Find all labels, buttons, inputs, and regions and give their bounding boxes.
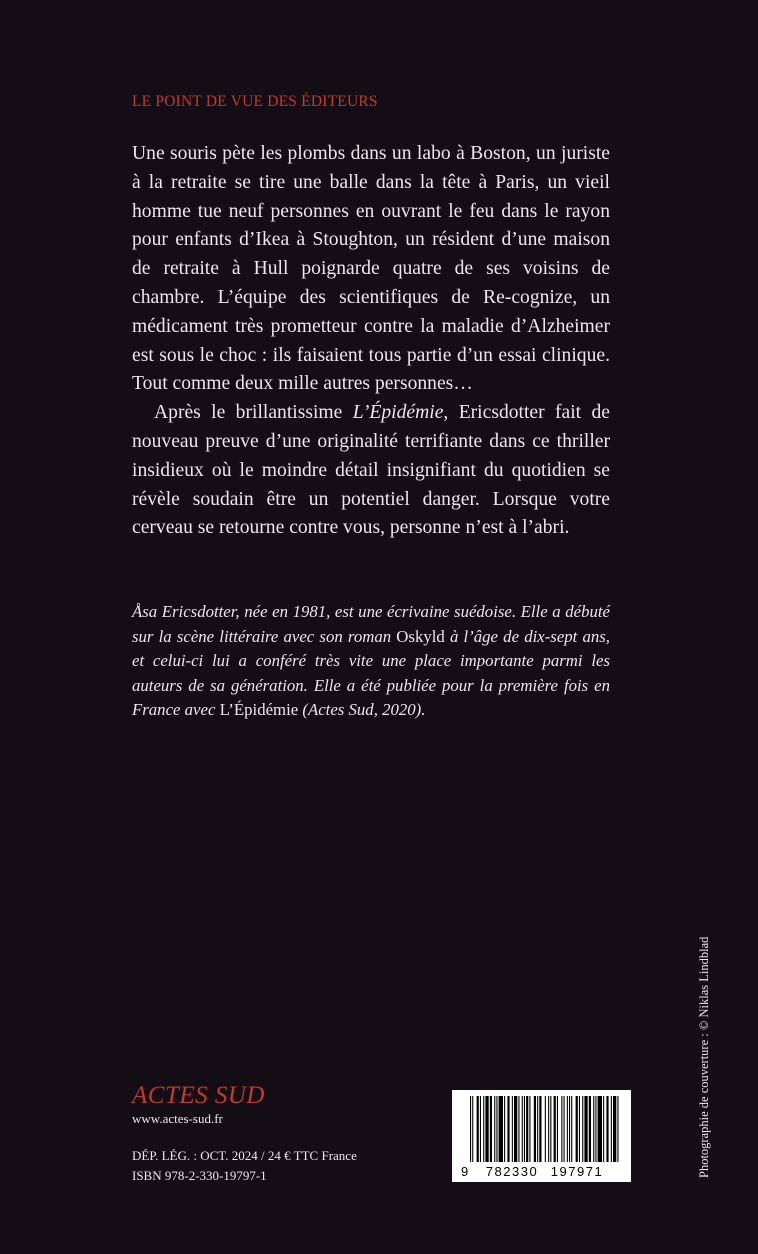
barcode-bar [554, 1096, 556, 1162]
barcode-bar [603, 1096, 604, 1162]
barcode-bar [611, 1096, 612, 1162]
bio-text-3: (Actes Sud, 2020). [298, 700, 426, 720]
isbn: ISBN 978-2-330-19797-1 [132, 1168, 267, 1183]
barcode-bar [518, 1096, 519, 1162]
barcode-bar [579, 1096, 580, 1162]
barcode-bar [569, 1096, 570, 1162]
bio-text-1: Åsa Ericsdotter, née en 1981, est une écrivaine suédoise. Elle a débuté sur la scène littéraire avec son roman [132, 602, 610, 646]
barcode-bar [613, 1096, 616, 1162]
barcode-bar [494, 1096, 495, 1162]
photo-credit: Photographie de couverture : © Niklas Lindblad [697, 936, 711, 1178]
barcode-bar [483, 1096, 484, 1162]
barcode-bar [571, 1096, 572, 1162]
barcode-graphic [452, 1090, 631, 1182]
barcode-digits-left: 782330 [485, 1164, 539, 1179]
barcode-bar [557, 1096, 558, 1162]
barcode-bar [534, 1096, 536, 1162]
barcode-bar [595, 1096, 596, 1162]
blurb-p2-start: Après le brillantissime [154, 402, 353, 424]
barcode-lead-digit: 9 [461, 1164, 469, 1179]
barcode-bar [526, 1096, 528, 1162]
barcode-bars [470, 1096, 619, 1162]
barcode-bar [539, 1096, 541, 1162]
publisher-logo: ACTES SUD [132, 1082, 265, 1109]
barcode-bar [537, 1096, 538, 1162]
bio-title-2: L’Épidémie [219, 700, 299, 720]
barcode-digits-right: 197971 [550, 1164, 604, 1179]
barcode-bar [582, 1096, 583, 1162]
barcode-bar [564, 1096, 565, 1162]
barcode-bar [480, 1096, 481, 1162]
bio-title-1: Oskyld [396, 626, 445, 646]
barcode-bar [593, 1096, 594, 1162]
barcode-bar [524, 1096, 525, 1162]
barcode-bar [567, 1096, 568, 1162]
barcode-bar [545, 1096, 546, 1162]
book-blurb [132, 140, 610, 543]
barcode-bar [477, 1096, 479, 1162]
blurb-p2-end: , Ericsdotter fait de nouveau preuve d’une originalité terrifiante dans ce thriller insidieux où le moindre détail insignifiant du quotidien se révèle soudain être un potentiel danger. Lorsque votre cerveau se retourne contre vous, personne n’est à l’abri. [132, 402, 610, 539]
blurb-book-title: L’Épidémie [352, 402, 444, 424]
barcode-bar [507, 1096, 509, 1162]
barcode-bar [589, 1096, 591, 1162]
publisher-url[interactable]: www.actes-sud.fr [132, 1111, 223, 1126]
barcode-bar [490, 1096, 492, 1162]
section-heading: LE POINT DE VUE DES ÉDITEURS [132, 93, 378, 110]
legal-deposit: DÉP. LÉG. : OCT. 2024 / 24 € TTC France [132, 1148, 357, 1163]
barcode-bar [561, 1096, 562, 1162]
bio-text-2: à l’âge de dix-sept ans, et celui-ci lui a conféré très vite une place importante parmi les auteurs de sa génération. Elle a été publiée pour la première fois en France avec [132, 626, 610, 720]
barcode-bar [598, 1096, 602, 1162]
barcode-bar [472, 1096, 473, 1162]
barcode-bar [512, 1096, 513, 1162]
barcode-bar [529, 1096, 530, 1162]
barcode-bar [470, 1096, 471, 1162]
isbn-barcode [452, 1090, 631, 1182]
legal-info [132, 1146, 357, 1186]
barcode-bar [514, 1096, 517, 1162]
barcode-bar [496, 1096, 497, 1162]
barcode-bar [504, 1096, 505, 1162]
author-bio [132, 600, 610, 723]
barcode-bar [499, 1096, 503, 1162]
barcode-bar [576, 1096, 578, 1162]
barcode-bar [550, 1096, 551, 1162]
barcode-bar [606, 1096, 608, 1162]
barcode-bar [485, 1096, 488, 1162]
blurb-paragraph-2 [132, 399, 610, 543]
barcode-bar [522, 1096, 523, 1162]
barcode-bar [617, 1096, 618, 1162]
blurb-paragraph-1: Une souris pète les plombs dans un labo à Boston, un juriste à la retraite se tire une balle dans la tête à Paris, un vieil homme tue neuf personnes en ouvrant le feu dans le rayon pour enfants d’Ikea à Stoughton, un résident d’une maison de retraite à Hull poignarde quatre de ses voisins de chambre. L’équipe des scientifiques de Re-cognize, un médicament très prometteur contre la maladie d’Alzheimer est sous le choc : ils faisaient tous partie d’un essai clinique. Tout comme deux mille autres personnes… [132, 143, 610, 395]
barcode-bar [584, 1096, 587, 1162]
barcode-bar [548, 1096, 549, 1162]
